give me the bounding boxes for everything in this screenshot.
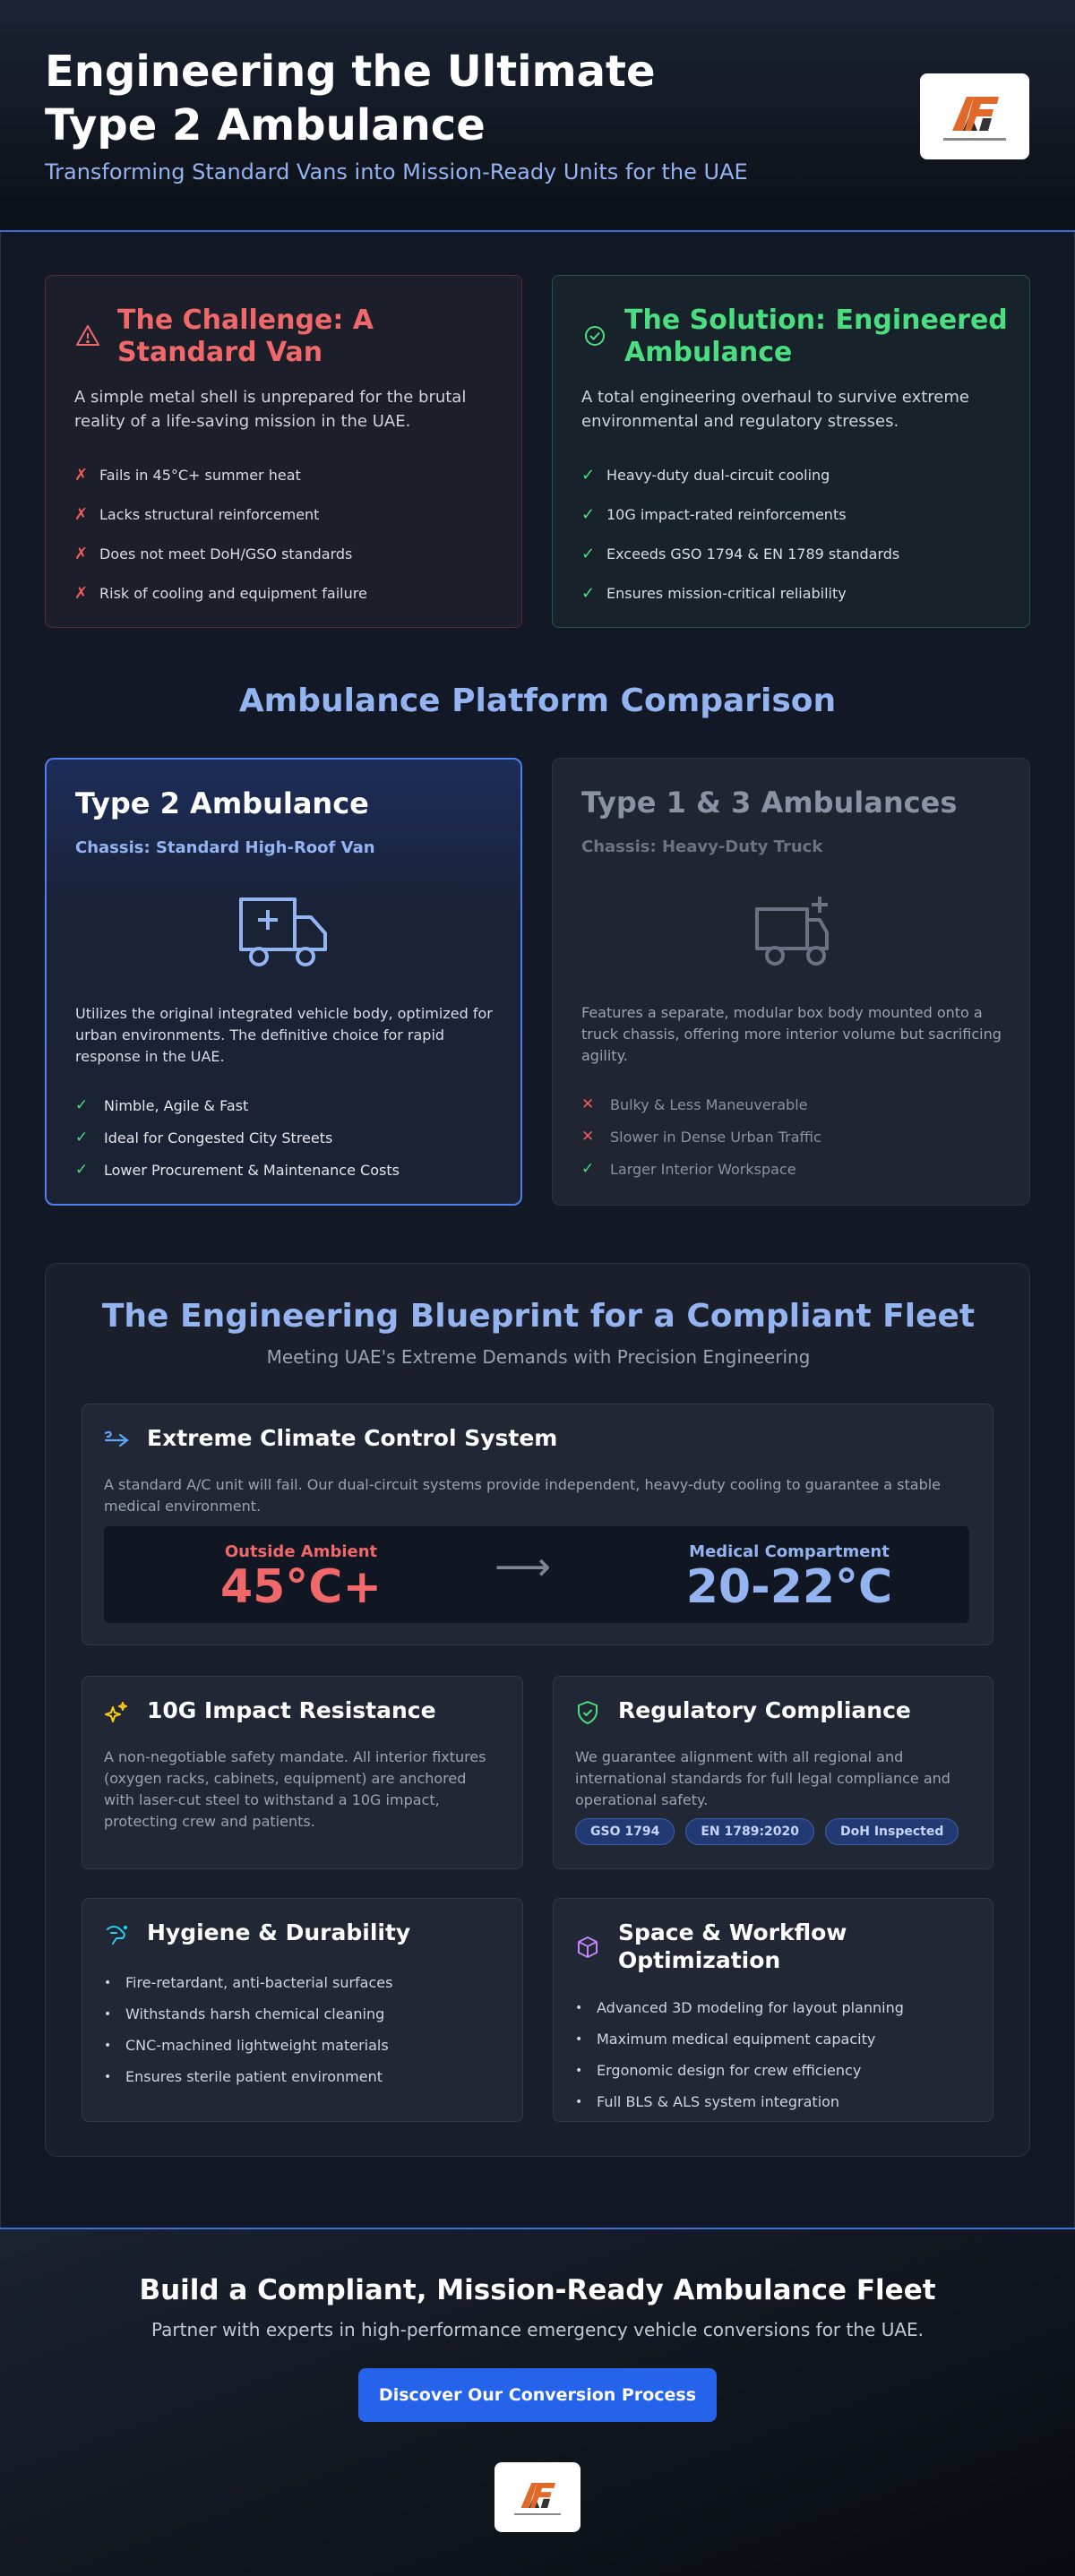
list-item: • Fire-retardant, anti-bacterial surfaces — [104, 1974, 393, 1991]
logo-tagline-line — [943, 138, 1006, 141]
hygiene-title: Hygiene & Durability — [147, 1919, 411, 1945]
list-item: ✗ Lacks structural reinforcement — [74, 504, 320, 524]
type13-list — [581, 1088, 821, 1185]
check-icon: ✓ — [581, 1160, 595, 1178]
type2-description: Utilizes the original integrated vehicle body, optimized for urban environments. The definitive choice for rapid response in the UAE. — [75, 1005, 493, 1065]
inside-label: Medical Compartment — [689, 1542, 890, 1561]
space-list — [575, 1992, 904, 2117]
type13-card[interactable] — [552, 758, 1030, 1206]
list-item: ✓ 10G impact-rated reinforcements — [581, 504, 847, 524]
space-title: Space & Workflow Optimization — [618, 1919, 847, 1973]
wind-arrow-icon — [104, 1428, 133, 1453]
impact-card — [82, 1676, 523, 1869]
af-logo-icon — [947, 93, 1002, 134]
list-item: ✓ Heavy-duty dual-circuit cooling — [581, 465, 830, 485]
temperature-comparison — [104, 1526, 969, 1623]
list-item: • CNC-machined lightweight materials — [104, 2037, 389, 2054]
hygiene-card — [82, 1898, 523, 2122]
footer-title: Build a Compliant, Mission-Ready Ambulance Fleet — [139, 2274, 936, 2306]
list-item: ✗ Risk of cooling and equipment failure — [74, 583, 367, 603]
check-icon: ✓ — [581, 544, 596, 563]
hygiene-list — [104, 1967, 392, 2092]
badge-gso: GSO 1794 — [575, 1818, 675, 1845]
list-item: • Ergonomic design for crew efficiency — [575, 2062, 862, 2079]
ambulance-truck-icon — [744, 893, 838, 970]
list-item: ✓ Exceeds GSO 1794 & EN 1789 standards — [581, 544, 900, 563]
check-icon: ✓ — [581, 583, 596, 603]
solution-list — [581, 455, 899, 613]
blueprint-title: The Engineering Blueprint for a Compliant Fleet — [101, 1298, 976, 1335]
check-icon: ✓ — [75, 1096, 89, 1114]
list-item: ✓ Lower Procurement & Maintenance Costs — [75, 1161, 400, 1179]
cross-icon: ✗ — [74, 465, 89, 485]
list-item: • Full BLS & ALS system integration — [575, 2093, 840, 2110]
impact-title: 10G Impact Resistance — [147, 1697, 436, 1723]
list-item: ✕ Slower in Dense Urban Traffic — [581, 1128, 821, 1146]
list-item: ✓ Nimble, Agile & Fast — [75, 1096, 249, 1114]
spray-clean-icon — [104, 1922, 129, 1947]
solution-description: A total engineering overhaul to survive extreme environmental and regulatory stresses. — [581, 388, 969, 431]
inside-value: 20-22°C — [685, 1560, 893, 1614]
badge-doh: DoH Inspected — [825, 1818, 959, 1845]
climate-card — [82, 1404, 993, 1645]
cross-icon: ✗ — [74, 504, 89, 524]
logo-tagline-line — [514, 2513, 561, 2515]
page-subtitle: Transforming Standard Vans into Mission-Ready Units for the UAE — [45, 159, 748, 185]
badge-en: EN 1789:2020 — [685, 1818, 814, 1845]
outside-value: 45°C+ — [219, 1560, 383, 1614]
blueprint-subtitle: Meeting UAE's Extreme Demands with Precision Engineering — [266, 1346, 811, 1368]
challenge-card — [45, 275, 522, 628]
list-item: • Ensures sterile patient environment — [104, 2068, 383, 2085]
cross-icon: ✕ — [581, 1128, 595, 1146]
list-item: ✗ Does not meet DoH/GSO standards — [74, 544, 353, 563]
cube-3d-icon — [575, 1935, 600, 1960]
blueprint-section — [45, 1263, 1030, 2157]
type2-chassis: Chassis: Standard High-Roof Van — [75, 838, 375, 857]
type2-title: Type 2 Ambulance — [75, 786, 369, 820]
check-icon: ✓ — [581, 465, 596, 485]
check-icon: ✓ — [75, 1129, 89, 1146]
type2-card[interactable] — [45, 758, 522, 1206]
company-logo[interactable] — [920, 73, 1029, 159]
discover-process-button[interactable]: Discover Our Conversion Process — [358, 2368, 717, 2422]
page-header — [0, 0, 1075, 232]
standards-badges — [575, 1818, 959, 1845]
footer-subtitle: Partner with experts in high-performance emergency vehicle conversions for the UAE. — [150, 2319, 924, 2340]
list-item: ✓ Ensures mission-critical reliability — [581, 583, 847, 603]
impact-description: A non-negotiable safety mandate. All interior fixtures (oxygen racks, cabinets, equipment) are anchored with laser-cut steel to withstand a 10G impact, protecting crew and patients. — [104, 1748, 486, 1830]
arrow-right-icon: ⟶ — [494, 1544, 552, 1590]
cross-icon: ✗ — [74, 583, 89, 603]
page-title: Engineering the Ultimate Type 2 Ambulance — [45, 47, 656, 150]
warning-triangle-icon — [74, 322, 101, 349]
climate-description: A standard A/C unit will fail. Our dual-circuit systems provide independent, heavy-duty cooling to guarantee a stable medical environment. — [104, 1476, 942, 1515]
solution-card — [552, 275, 1030, 628]
type13-title: Type 1 & 3 Ambulances — [581, 786, 958, 820]
cross-icon: ✕ — [581, 1095, 595, 1113]
check-circle-icon — [581, 322, 608, 349]
list-item: ✕ Bulky & Less Maneuverable — [581, 1095, 808, 1113]
list-item: ✓ Larger Interior Workspace — [581, 1160, 796, 1178]
sparkle-impact-icon — [104, 1700, 129, 1725]
solution-title: The Solution: Engineered Ambulance — [624, 305, 1008, 368]
list-item: • Withstands harsh chemical cleaning — [104, 2005, 385, 2022]
type13-chassis: Chassis: Heavy-Duty Truck — [581, 837, 823, 856]
challenge-title: The Challenge: A Standard Van — [117, 305, 374, 368]
cross-icon: ✗ — [74, 544, 89, 563]
compliance-description: We guarantee alignment with all regional and international standards for full legal compliance and operational safety. — [575, 1748, 950, 1808]
type2-list — [75, 1089, 400, 1186]
ambulance-van-icon — [237, 894, 331, 971]
space-card — [553, 1898, 993, 2122]
list-item: ✓ Ideal for Congested City Streets — [75, 1129, 333, 1146]
check-icon: ✓ — [581, 504, 596, 524]
footer-logo[interactable] — [494, 2462, 580, 2532]
type13-description: Features a separate, modular box body mounted onto a truck chassis, offering more interior volume but sacrificing agility. — [581, 1004, 1002, 1064]
outside-label: Outside Ambient — [224, 1542, 378, 1561]
comparison-title: Ambulance Platform Comparison — [238, 683, 837, 719]
list-item: ✗ Fails in 45°C+ summer heat — [74, 465, 301, 485]
shield-check-icon — [575, 1700, 600, 1725]
climate-title: Extreme Climate Control System — [147, 1425, 558, 1451]
list-item: • Maximum medical equipment capacity — [575, 2031, 876, 2048]
af-logo-icon — [517, 2480, 558, 2511]
challenge-description: A simple metal shell is unprepared for the brutal reality of a life-saving mission in the UAE. — [74, 388, 467, 431]
list-item: • Advanced 3D modeling for layout planning — [575, 1999, 904, 2016]
challenge-list — [74, 455, 367, 613]
compliance-card — [553, 1676, 993, 1869]
check-icon: ✓ — [75, 1161, 89, 1179]
compliance-title: Regulatory Compliance — [618, 1697, 911, 1723]
